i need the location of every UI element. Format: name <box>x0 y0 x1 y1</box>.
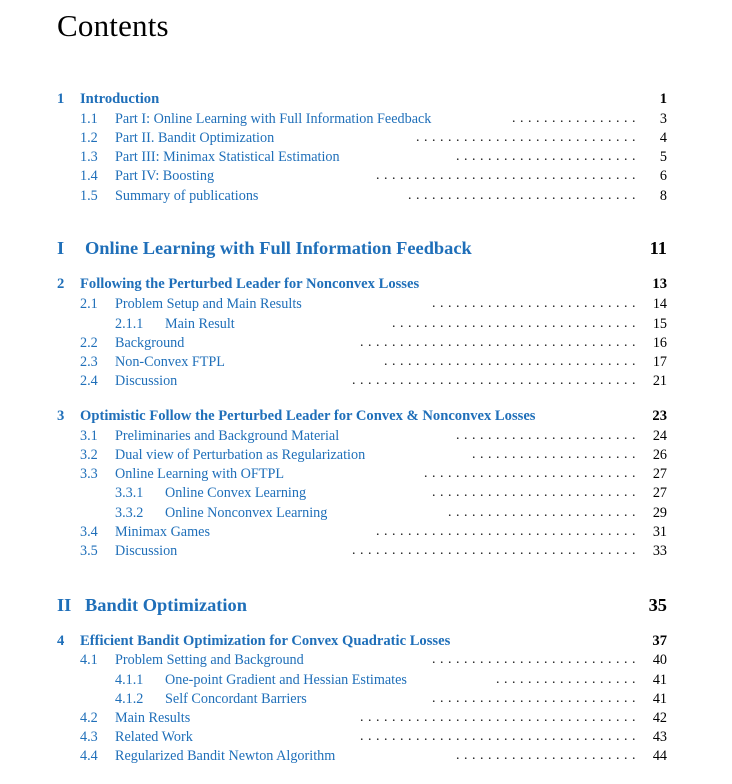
section-number[interactable]: 3.3 <box>80 466 98 482</box>
dot-leader: .................................... <box>352 543 640 558</box>
section-number[interactable]: 4.3 <box>80 729 98 745</box>
subsection-page-number: 41 <box>652 691 667 707</box>
section-title[interactable]: Part II. Bandit Optimization <box>115 130 275 146</box>
dot-leader: .......................... <box>432 485 640 500</box>
section-page-number: 44 <box>652 748 667 764</box>
subsection-number[interactable]: 4.1.1 <box>115 672 144 688</box>
section-number[interactable]: 2.2 <box>80 335 98 351</box>
chapter-entry[interactable] <box>0 406 732 426</box>
dot-leader: ................................... <box>360 710 640 725</box>
section-number[interactable]: 3.5 <box>80 543 98 559</box>
subsection-number[interactable]: 3.3.1 <box>115 485 144 501</box>
dot-leader: ........................ <box>448 505 640 520</box>
chapter-title[interactable]: Optimistic Follow the Perturbed Leader for Convex & Nonconvex Losses <box>80 408 536 424</box>
subsection-entry[interactable] <box>0 483 732 503</box>
dot-leader: ....................... <box>456 149 640 164</box>
section-title[interactable]: Minimax Games <box>115 524 210 540</box>
section-page-number: 27 <box>652 466 667 482</box>
dot-leader: ....................... <box>456 428 640 443</box>
section-entry[interactable] <box>0 522 732 542</box>
dot-leader: .................................... <box>352 373 640 388</box>
section-page-number: 3 <box>659 111 667 127</box>
dot-leader: ................................ <box>384 354 640 369</box>
subsection-title[interactable]: Online Nonconvex Learning <box>165 505 328 521</box>
chapter-page-number: 23 <box>652 408 667 424</box>
section-title[interactable]: Discussion <box>115 373 178 389</box>
section-entry[interactable] <box>0 746 732 766</box>
section-number[interactable]: 2.1 <box>80 296 98 312</box>
part-title[interactable]: Bandit Optimization <box>85 595 247 615</box>
chapter-title[interactable]: Introduction <box>80 91 160 107</box>
section-number[interactable]: 1.5 <box>80 188 98 204</box>
subsection-page-number: 27 <box>652 485 667 501</box>
dot-leader: .......................... <box>432 652 640 667</box>
subsection-title[interactable]: One-point Gradient and Hessian Estimates <box>165 672 407 688</box>
section-title[interactable]: Main Results <box>115 710 191 726</box>
section-entry[interactable] <box>0 294 732 314</box>
section-number[interactable]: 4.2 <box>80 710 98 726</box>
section-page-number: 33 <box>652 543 667 559</box>
section-entry[interactable] <box>0 147 732 167</box>
dot-leader: .......................... <box>432 691 640 706</box>
section-entry[interactable] <box>0 464 732 484</box>
part-entry[interactable] <box>0 592 732 618</box>
chapter-title[interactable]: Following the Perturbed Leader for Nonconvex Losses <box>80 276 420 292</box>
part-page-number: 11 <box>649 238 667 258</box>
section-entry[interactable] <box>0 352 732 372</box>
subsection-page-number: 29 <box>652 505 667 521</box>
subsection-title[interactable]: Self Concordant Barriers <box>165 691 307 707</box>
dot-leader: .................. <box>496 672 640 687</box>
section-title[interactable]: Related Work <box>115 729 193 745</box>
section-entry[interactable] <box>0 128 732 148</box>
section-title[interactable]: Part I: Online Learning with Full Information Feedback <box>115 111 432 127</box>
subsection-entry[interactable] <box>0 314 732 334</box>
section-page-number: 26 <box>652 447 667 463</box>
section-number[interactable]: 1.2 <box>80 130 98 146</box>
dot-leader: .......................... <box>432 296 640 311</box>
subsection-page-number: 15 <box>652 316 667 332</box>
section-number[interactable]: 3.4 <box>80 524 98 540</box>
subsection-entry[interactable] <box>0 670 732 690</box>
part-entry[interactable] <box>0 235 732 261</box>
section-entry[interactable] <box>0 371 732 391</box>
section-page-number: 40 <box>652 652 667 668</box>
section-number[interactable]: 2.3 <box>80 354 98 370</box>
section-page-number: 43 <box>652 729 667 745</box>
section-title[interactable]: Discussion <box>115 543 178 559</box>
dot-leader: ................................. <box>376 168 640 183</box>
section-title[interactable]: Problem Setting and Background <box>115 652 304 668</box>
dot-leader: ............................. <box>408 188 640 203</box>
section-page-number: 42 <box>652 710 667 726</box>
subsection-number[interactable]: 3.3.2 <box>115 505 144 521</box>
chapter-entry[interactable] <box>0 631 732 651</box>
part-title[interactable]: Online Learning with Full Information Feedback <box>85 238 472 258</box>
section-page-number: 14 <box>652 296 667 312</box>
section-page-number: 8 <box>659 188 667 204</box>
section-title[interactable]: Dual view of Perturbation as Regularization <box>115 447 366 463</box>
subsection-title[interactable]: Main Result <box>165 316 235 332</box>
subsection-number[interactable]: 4.1.2 <box>115 691 144 707</box>
section-title[interactable]: Part III: Minimax Statistical Estimation <box>115 149 340 165</box>
section-entry[interactable] <box>0 445 732 465</box>
part-number[interactable]: II <box>57 595 72 615</box>
dot-leader: ................................... <box>360 729 640 744</box>
section-entry[interactable] <box>0 650 732 670</box>
chapter-number[interactable]: 1 <box>57 91 65 107</box>
section-page-number: 17 <box>652 354 667 370</box>
chapter-entry[interactable] <box>0 89 732 109</box>
section-page-number: 31 <box>652 524 667 540</box>
section-entry[interactable] <box>0 541 732 561</box>
chapter-title[interactable]: Efficient Bandit Optimization for Convex Quadratic Losses <box>80 633 451 649</box>
section-number[interactable]: 4.1 <box>80 652 98 668</box>
section-number[interactable]: 1.4 <box>80 168 98 184</box>
dot-leader: ................................. <box>376 524 640 539</box>
page-title: Contents <box>57 8 169 43</box>
dot-leader: ................ <box>512 111 640 126</box>
dot-leader: ........................... <box>424 466 640 481</box>
chapter-page-number: 13 <box>652 276 667 292</box>
section-number[interactable]: 1.3 <box>80 149 98 165</box>
section-page-number: 21 <box>652 373 667 389</box>
section-entry[interactable] <box>0 186 732 206</box>
section-title[interactable]: Online Learning with OFTPL <box>115 466 285 482</box>
dot-leader: ....................... <box>456 748 640 763</box>
section-entry[interactable] <box>0 727 732 747</box>
section-number[interactable]: 2.4 <box>80 373 98 389</box>
part-page-number: 35 <box>648 595 667 615</box>
section-title[interactable]: Preliminaries and Background Material <box>115 428 340 444</box>
section-page-number: 5 <box>659 149 667 165</box>
section-number[interactable]: 3.1 <box>80 428 98 444</box>
dot-leader: ............................ <box>416 130 640 145</box>
section-page-number: 4 <box>659 130 667 146</box>
section-number[interactable]: 3.2 <box>80 447 98 463</box>
section-entry[interactable] <box>0 333 732 353</box>
section-number[interactable]: 4.4 <box>80 748 98 764</box>
section-entry[interactable] <box>0 708 732 728</box>
section-entry[interactable] <box>0 426 732 446</box>
section-page-number: 6 <box>659 168 667 184</box>
section-page-number: 16 <box>652 335 667 351</box>
chapter-number[interactable]: 2 <box>57 276 65 292</box>
chapter-page-number: 37 <box>652 633 667 649</box>
section-entry[interactable] <box>0 166 732 186</box>
section-title[interactable]: Part IV: Boosting <box>115 168 215 184</box>
dot-leader: ..................... <box>472 447 640 462</box>
chapter-number[interactable]: 4 <box>57 633 65 649</box>
subsection-entry[interactable] <box>0 503 732 523</box>
part-number[interactable]: I <box>57 238 65 258</box>
section-title[interactable]: Summary of publications <box>115 188 259 204</box>
section-page-number: 24 <box>652 428 667 444</box>
section-entry[interactable] <box>0 109 732 129</box>
section-title[interactable]: Problem Setup and Main Results <box>115 296 302 312</box>
chapter-page-number: 1 <box>659 91 667 107</box>
section-title[interactable]: Background <box>115 335 185 351</box>
subsection-entry[interactable] <box>0 689 732 709</box>
chapter-number[interactable]: 3 <box>57 408 65 424</box>
section-number[interactable]: 1.1 <box>80 111 98 127</box>
chapter-entry[interactable] <box>0 274 732 294</box>
section-title[interactable]: Non-Convex FTPL <box>115 354 225 370</box>
dot-leader: ................................... <box>360 335 640 350</box>
section-title[interactable]: Regularized Bandit Newton Algorithm <box>115 748 336 764</box>
dot-leader: ............................... <box>392 316 640 331</box>
subsection-page-number: 41 <box>652 672 667 688</box>
subsection-title[interactable]: Online Convex Learning <box>165 485 307 501</box>
subsection-number[interactable]: 2.1.1 <box>115 316 144 332</box>
